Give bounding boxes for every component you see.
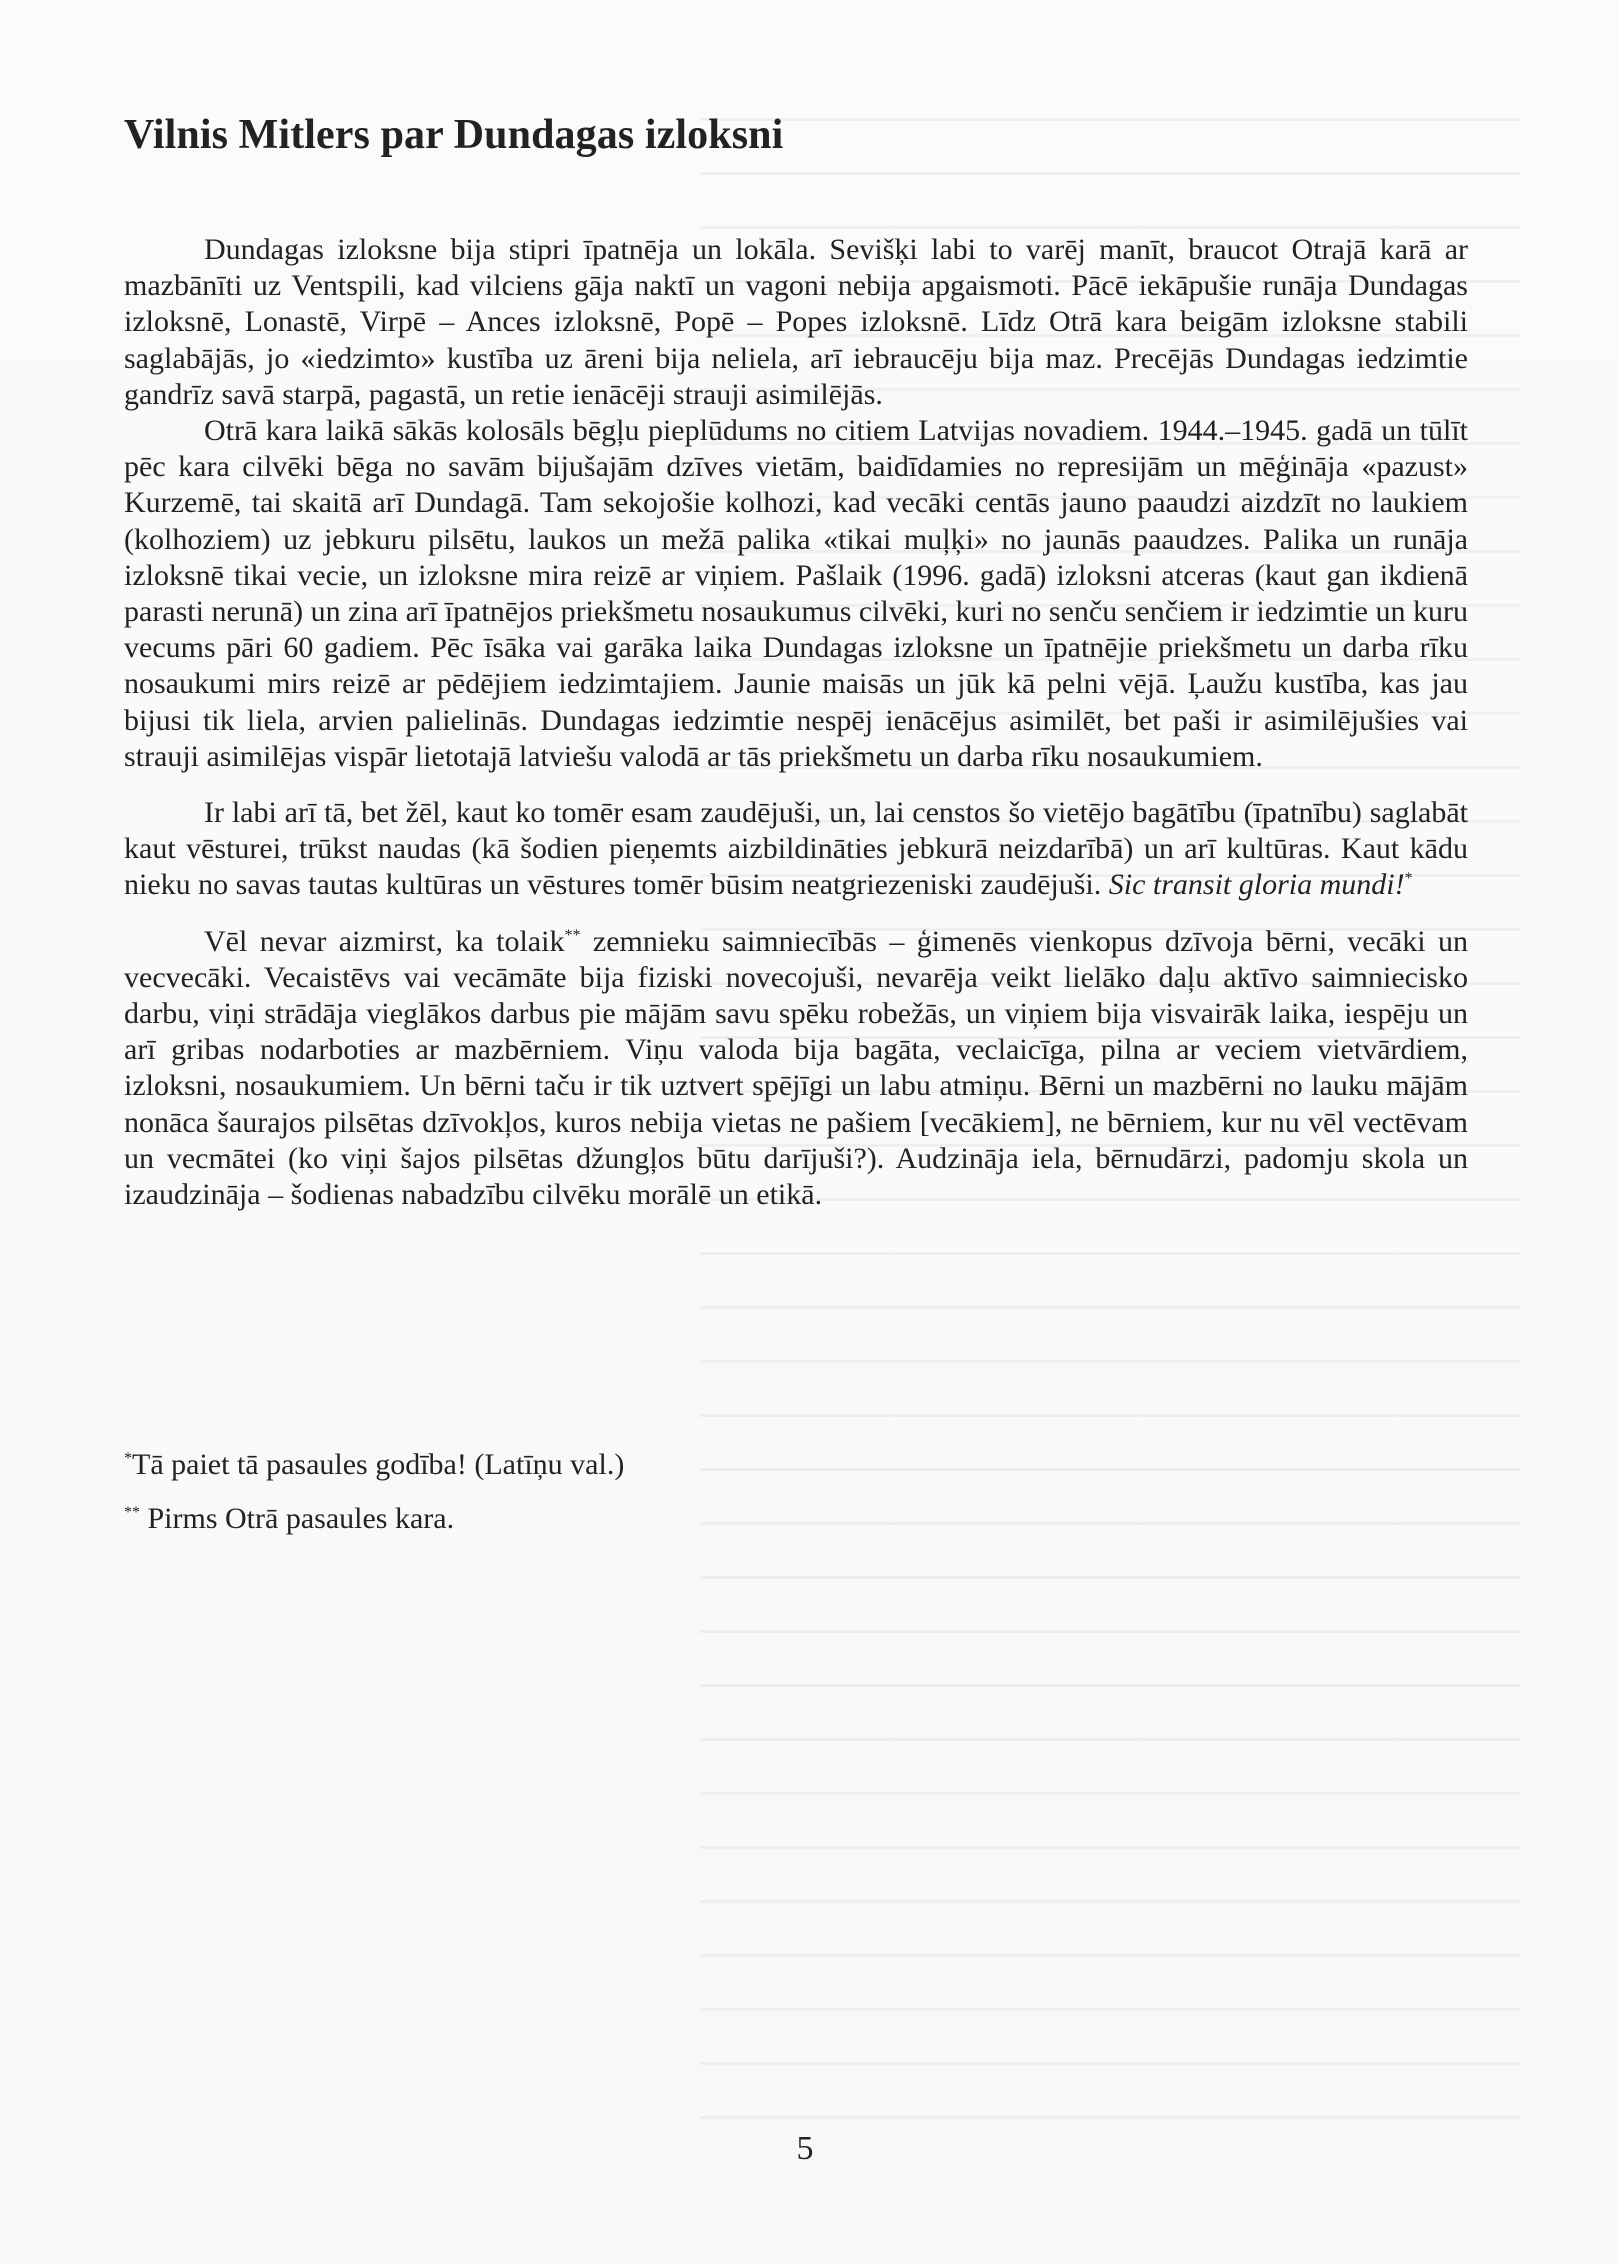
paragraph-4-start: Vēl nevar aizmirst, ka tolaik <box>204 924 565 958</box>
article-body <box>124 232 1468 1213</box>
footnote-ref-2: ** <box>564 926 581 944</box>
footnote-marker-2: ** <box>124 1504 140 1521</box>
footnote-ref-1: * <box>1404 870 1413 888</box>
paragraph-2: Otrā kara laikā sākās kolosāls bēgļu pieplūdums no citiem Latvijas novadiem. 1944.–1945. gadā un tūlīt pēc kara cilvēki bēga no savām bijušajām dzīves vietām, baidīdamies no represijām un mēģināja «pazust» Kurzemē, tai skaitā arī Dundagā. Tam sekojošie kolhozi, kad vecāki centās jauno paaudzi aizdzīt no laukiem (kolhoziem) uz jebkuru pilsētu, laukos un mežā palika «tikai muļķi» no jaunās paaudzes. Palika un runāja izloksnē tikai vecie, un izloksne mira reizē ar viņiem. Pašlaik (1996. gadā) izloksni atceras (kaut gan ikdienā parasti nerunā) un zina arī īpatnējos priekšmetu nosaukumus cilvēki, kuri no senču senčiem ir iedzimtie un kuru vecums pāri 60 gadiem. Pēc īsāka vai garāka laika Dundagas izloksne un īpatnējie priekšmetu un darba rīku nosaukumi mirs reizē ar pēdējiem iedzimtajiem. Jaunie maisās un jūk kā pelni vējā. Ļaužu kustība, kas jau bijusi tik liela, arvien palielinās. Dundagas iedzimtie nespēj ienācējus asimilēt, bet paši ir asimilējušies vai strauji asimilējas vispār lietotajā latviešu valodā ar tās priekšmetu un darba rīku nosaukumiem. <box>124 414 1468 773</box>
footnote-2 <box>124 1501 984 1537</box>
footnote-text-1: Tā paiet tā pasaules godība! (Latīņu val.) <box>132 1448 625 1481</box>
footnotes <box>124 1447 984 1555</box>
footnote-marker-1: * <box>124 1450 132 1467</box>
footnote-1 <box>124 1447 984 1483</box>
paragraph-4 <box>124 924 1468 1214</box>
paragraph-1: Dundagas izloksne bija stipri īpatnēja un lokāla. Sevišķi labi to varēj manīt, braucot Otrajā karā ar mazbānīti uz Ventspili, kad vilciens gāja naktī un vagoni nebija apgaismoti. Pācē iekāpušie runāja Dundagas izloksnē, Lonastē, Virpē – Ances izloksnē, Popē – Popes izloksnē. Līdz Otrā kara beigām izloksne stabili saglabājās, jo «iedzimto» kustība uz āreni bija neliela, arī iebraucēju bija maz. Precējās Dundagas iedzimtie gandrīz savā starpā, pagastā, un retie ienācēji strauji asimilējās. <box>124 233 1468 411</box>
paragraph-3-text: Ir labi arī tā, bet žēl, kaut ko tomēr esam zaudējuši, un, lai censtos šo vietējo bagātību (īpatnību) saglabāt kaut vēsturei, trūkst naudas (kā šodien pieņemts aizbildināties jebkurā neizdarībā) un arī kultūras. Kaut kādu nieku no savas tautas kultūras un vēstures tomēr būsim neatgriezeniski zaudējuši. <box>124 796 1468 902</box>
latin-phrase: Sic transit gloria mundi! <box>1108 868 1405 902</box>
footnote-text-2: Pirms Otrā pasaules kara. <box>147 1502 455 1535</box>
paragraph-4-rest: zemnieku saimniecībās – ģimenēs vienkopus dzīvoja bērni, vecāki un vecvecāki. Vecaistēvs vai vecāmāte bija fiziski novecojuši, nevarēja veikt lielāko daļu aktīvo saimniecisko darbu, viņi strādāja vieglākos darbus pie mājām savu spēku robežās, un viņiem bija visvairāk laika, iespēju un arī gribas nodarboties ar mazbērniem. Viņu valoda bija bagāta, veclaicīga, pilna ar veciem vietvārdiem, izloksni, nosaukumiem. Un bērni taču ir tik uztvert spējīgi un labu atmiņu. Bērni un mazbērni no lauku mājām nonāca šaurajos pilsētas dzīvokļos, kuros nebija vietas ne pašiem [vecākiem], ne bērniem, kur nu vēl vectēvam un vecmātei (ko viņi šajos pilsētas džungļos būtu darījuši?). Audzināja iela, bērnudārzi, padomju skola un izaudzināja – šodienas nabadzību cilvēku morālē un etikā. <box>124 924 1468 1212</box>
page-title: Vilnis Mitlers par Dundagas izloksni <box>124 112 784 158</box>
paragraph-3 <box>124 795 1468 904</box>
page-number: 5 <box>796 2130 814 2167</box>
